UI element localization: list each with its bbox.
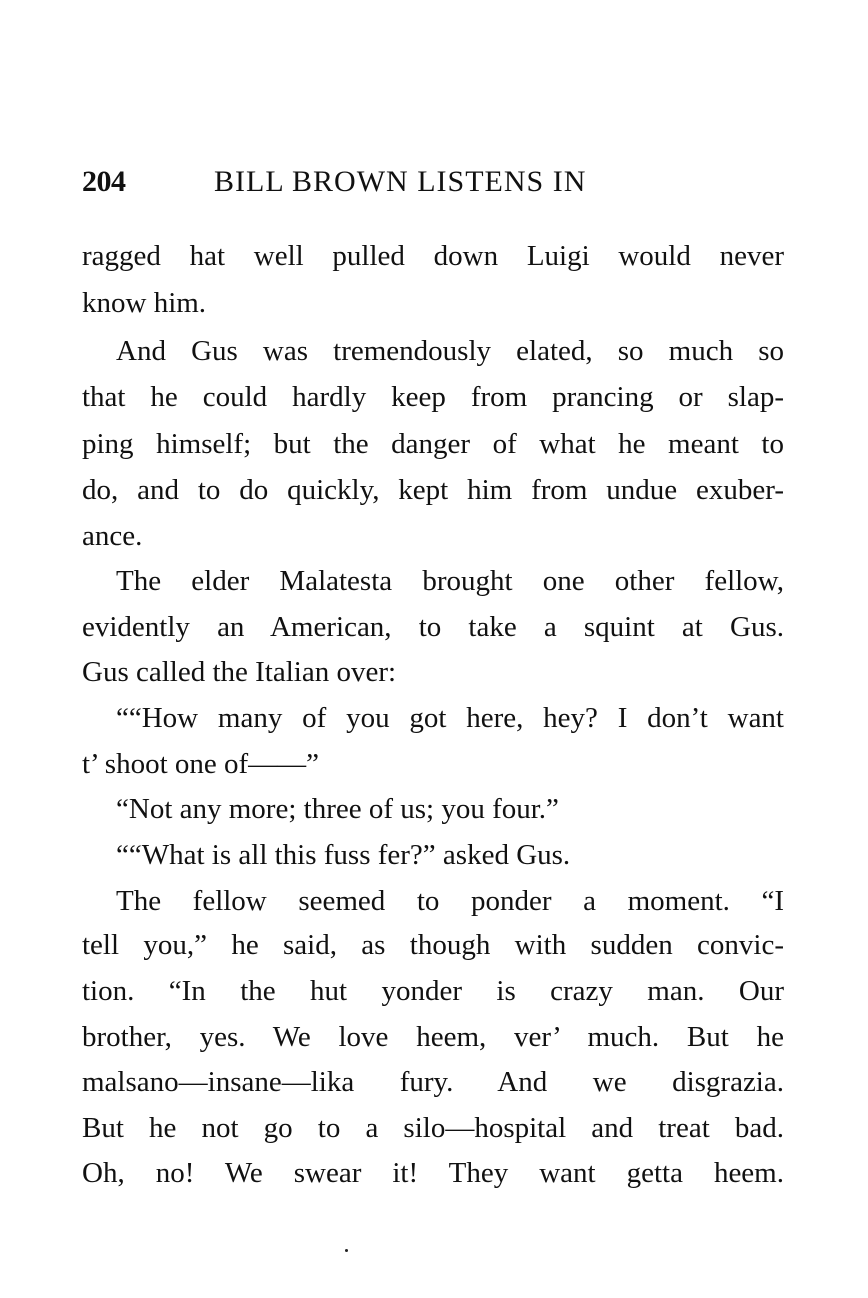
text-line: ““What is all this fuss fer?” asked Gus. bbox=[116, 839, 571, 871]
book-title: BILL BROWN LISTENS IN bbox=[214, 165, 587, 198]
text-line: But he not go to a silo—hospital and treat bad. bbox=[82, 1112, 784, 1144]
text-line: tion. “In the hut yonder is crazy man. Our bbox=[82, 975, 784, 1007]
page-number: 204 bbox=[82, 165, 126, 198]
text-line: Oh, no! We swear it! They want getta heem. bbox=[82, 1157, 784, 1189]
ink-speck bbox=[345, 1249, 348, 1252]
text-line: brother, yes. We love heem, ver’ much. But he bbox=[82, 1021, 784, 1053]
text-line: ““How many of you got here, hey? I don’t want bbox=[116, 702, 784, 734]
text-line: The elder Malatesta brought one other fellow, bbox=[116, 565, 784, 597]
text-line: ance. bbox=[82, 520, 143, 552]
text-line: tell you,” he said, as though with sudden convic- bbox=[82, 929, 784, 961]
text-line: that he could hardly keep from prancing or slap- bbox=[82, 381, 784, 413]
running-head bbox=[82, 162, 782, 202]
text-line: t’ shoot one of——” bbox=[82, 748, 320, 780]
text-line: know him. bbox=[82, 287, 207, 319]
text-line: do, and to do quickly, kept him from undue exuber- bbox=[82, 474, 784, 506]
text-line: And Gus was tremendously elated, so much so bbox=[116, 335, 784, 367]
text-line: ragged hat well pulled down Luigi would never bbox=[82, 240, 784, 272]
text-line: “Not any more; three of us; you four.” bbox=[116, 793, 559, 825]
text-line: malsano—insane—lika fury. And we disgrazia. bbox=[82, 1066, 784, 1098]
text-line: Gus called the Italian over: bbox=[82, 656, 397, 688]
text-line: The fellow seemed to ponder a moment. “I bbox=[116, 885, 784, 917]
text-line: evidently an American, to take a squint at Gus. bbox=[82, 611, 784, 643]
text-line: ping himself; but the danger of what he meant to bbox=[82, 428, 784, 460]
